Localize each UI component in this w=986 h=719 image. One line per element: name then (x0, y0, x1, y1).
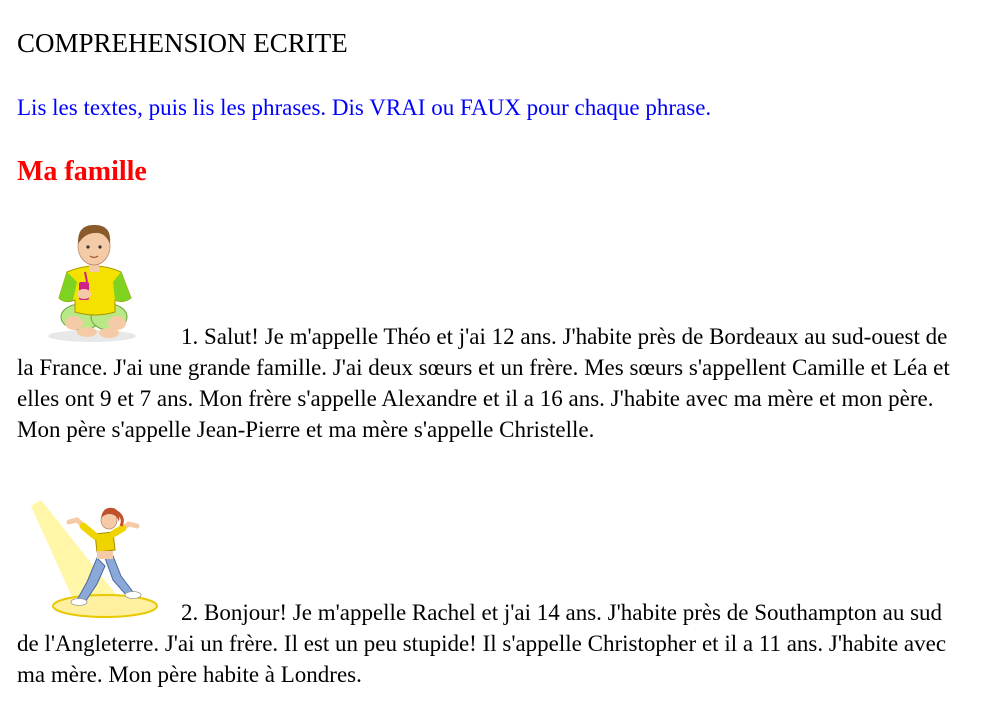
instruction-text: Lis les textes, puis lis les phrases. Dis VRAI ou FAUX pour chaque phrase. (17, 95, 712, 120)
reading-text-1-content: 1. Salut! Je m'appelle Théo et j'ai 12 ans. J'habite près de Bordeaux au sud-ouest de la France. J'ai une grande famille. J'ai deux sœurs et un frère. Mes sœurs s'appellent Camille et Léa et elles ont 9 et 7 ans. Mon frère s'appelle Alexandre et il a 16 ans. J'habite avec ma mère et mon père. Mon père s'appelle Jean-Pierre et ma mère s'appelle Christelle. (17, 324, 950, 442)
dancing-girl-spotlight-icon (17, 496, 167, 620)
reading-text-2-content: 2. Bonjour! Je m'appelle Rachel et j'ai 14 ans. J'habite près de Southampton au sud de l'Angleterre. J'ai un frère. Il est un peu stupide! Il s'appelle Christopher et il a 11 ans. J'habite avec ma mère. Mon père habite à Londres. (17, 600, 947, 687)
reading-text-1 (17, 214, 962, 445)
reading-text-2 (17, 496, 962, 690)
section-heading: Ma famille (17, 156, 147, 187)
page-title: COMPREHENSION ECRITE (17, 28, 348, 58)
boy-sitting-with-cup-icon (17, 214, 167, 344)
